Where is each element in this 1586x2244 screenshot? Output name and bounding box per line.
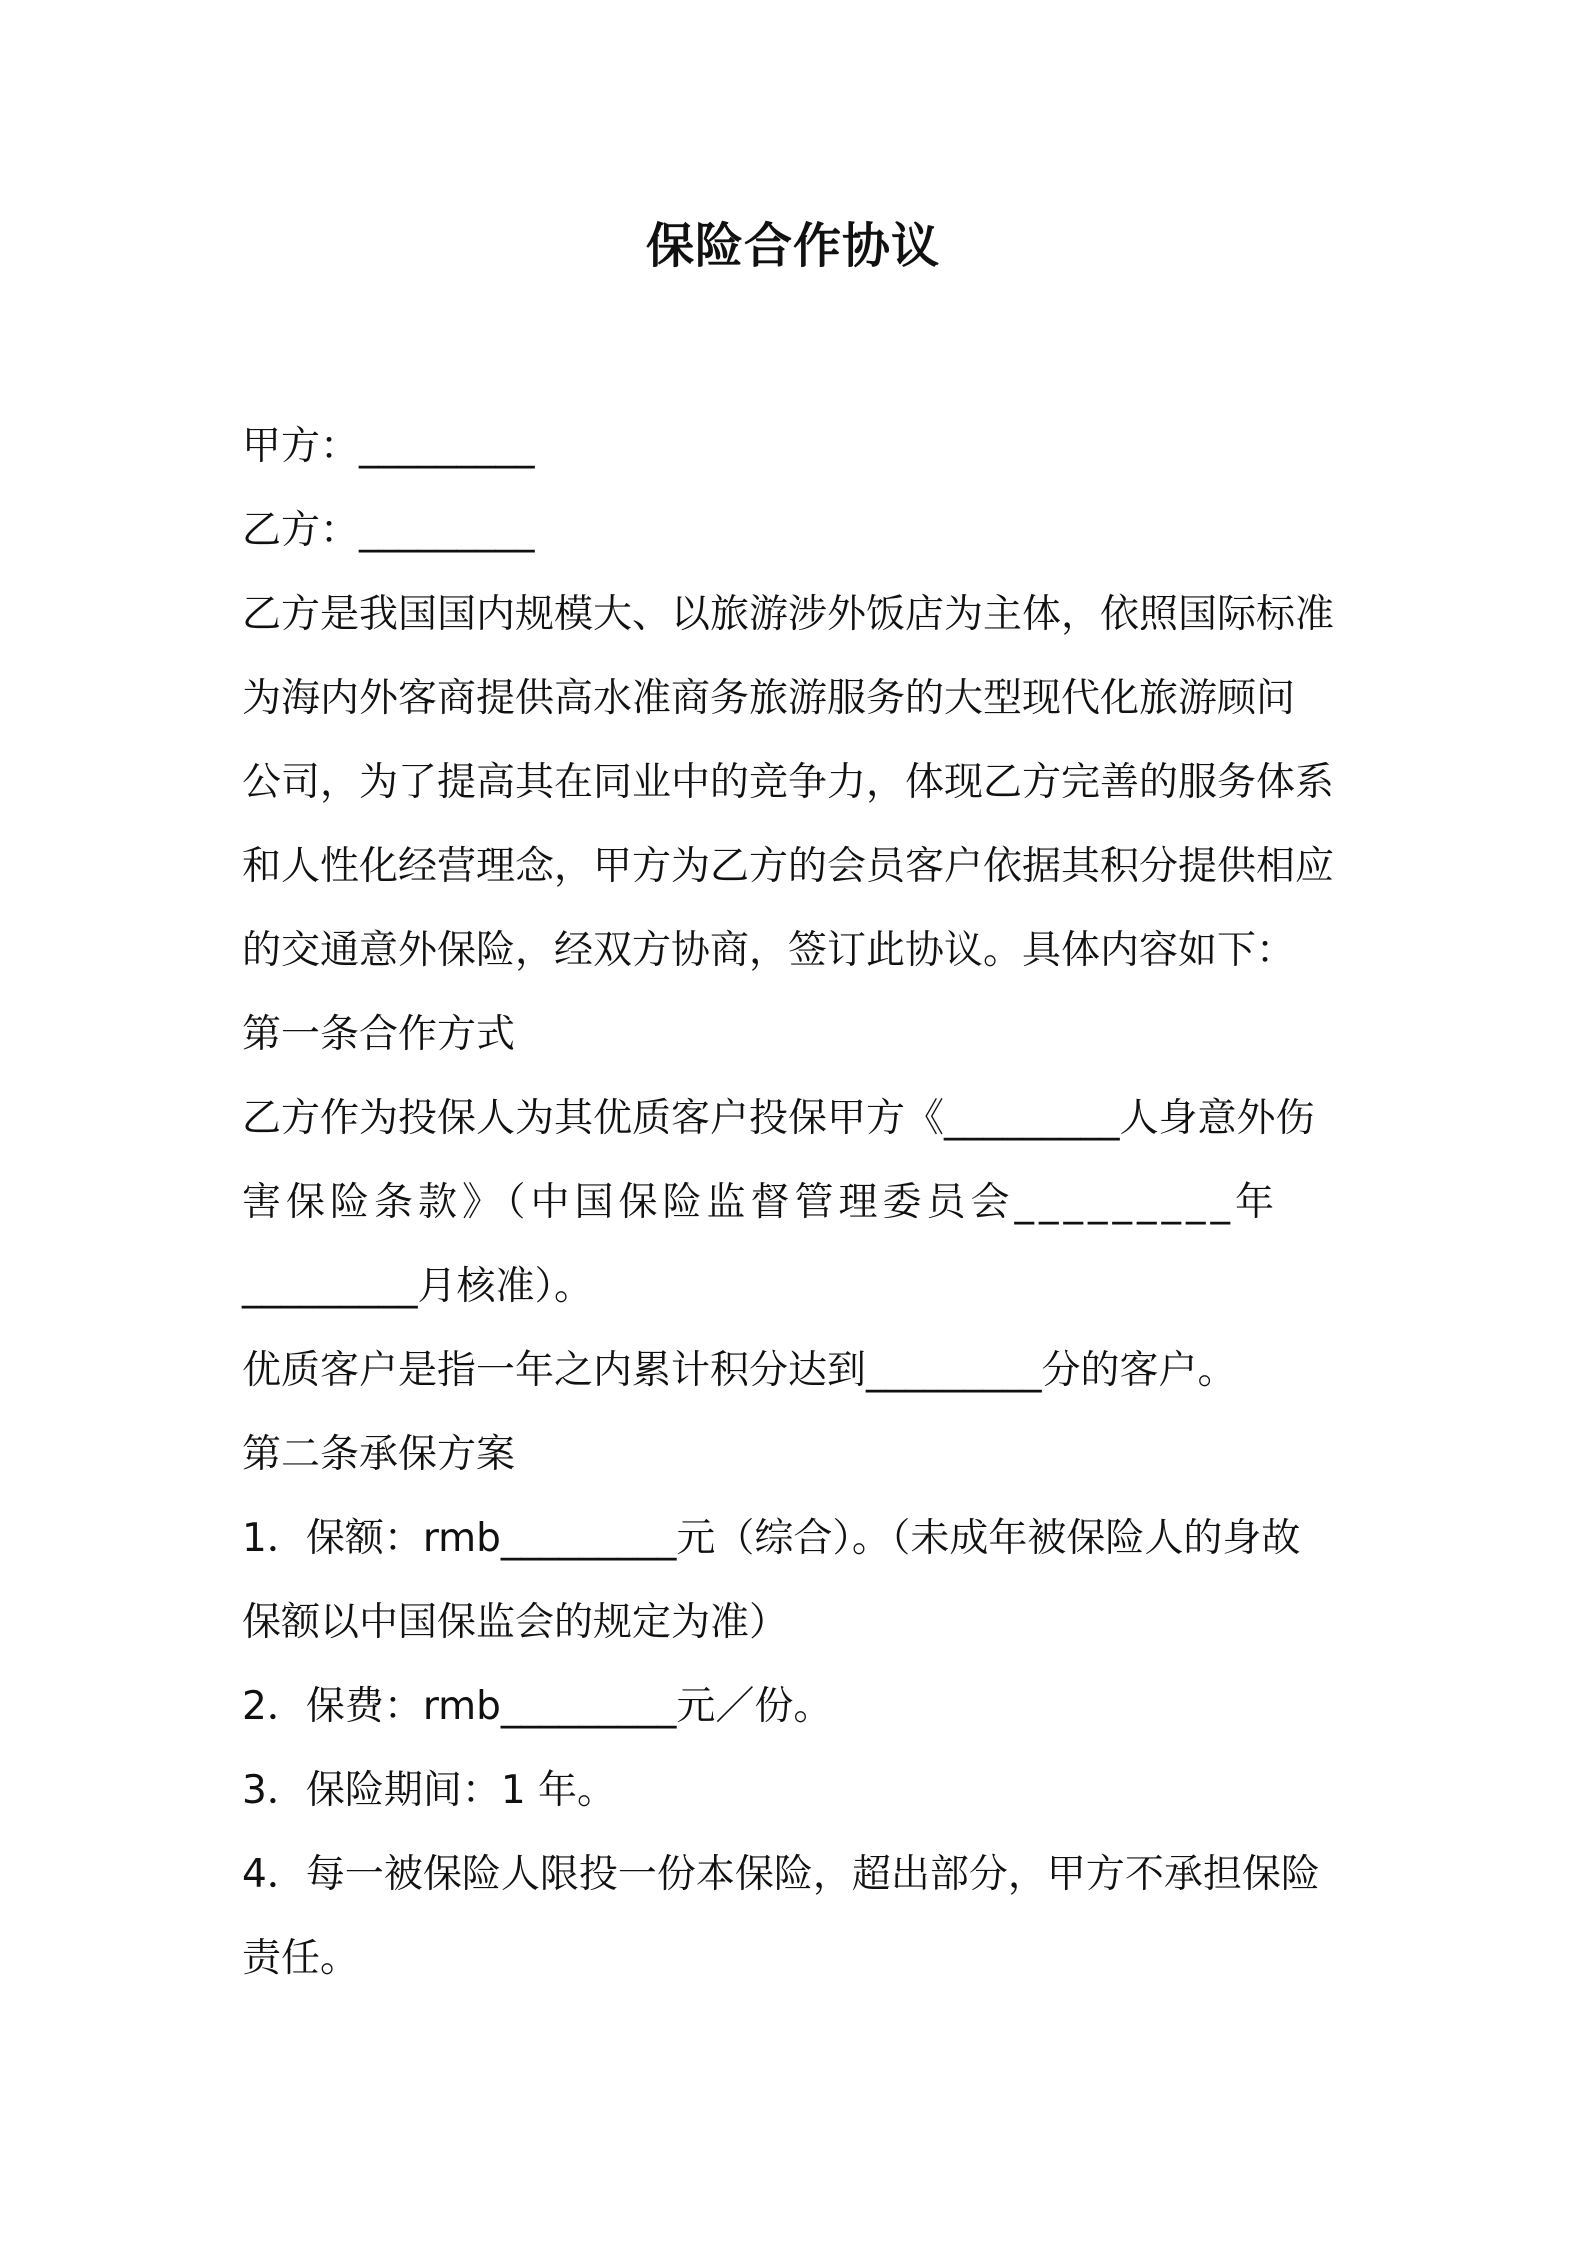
intro-line: 公司，为了提高其在同业中的竞争力，体现乙方完善的服务体系 xyxy=(242,760,1335,805)
document-title: 保险合作协议 xyxy=(645,218,940,274)
intro-line: 为海内外客商提供高水准商务旅游服务的大型现代化旅游顾问 xyxy=(242,676,1296,721)
article-2-heading: 第二条承保方案 xyxy=(242,1432,516,1477)
intro-line: 和人性化经营理念，甲方为乙方的会员客户依据其积分提供相应 xyxy=(242,844,1335,889)
document-body xyxy=(242,405,1354,2001)
intro-line: 的交通意外保险，经双方协商，签订此协议。具体内容如下： xyxy=(242,928,1296,973)
item-3-line: 3．保险期间：1 年。 xyxy=(242,1768,617,1813)
item-2-line: 2．保费：rmb_________元／份。 xyxy=(242,1684,833,1729)
party-b-line: 乙方：_________ xyxy=(242,508,535,553)
article-1-line: 乙方作为投保人为其优质客户投保甲方《_________人身意外伤 xyxy=(242,1096,1315,1141)
intro-line: 乙方是我国国内规模大、以旅游涉外饭店为主体，依照国际标准 xyxy=(242,592,1335,637)
article-1-line: 害保险条款》（中国保险监督管理委员会_________年 xyxy=(242,1180,1280,1225)
item-1-line: 1．保额：rmb_________元（综合）。（未成年被保险人的身故 xyxy=(242,1516,1301,1561)
item-4-line: 4．每一被保险人限投一份本保险，超出部分，甲方不承担保险 xyxy=(242,1852,1320,1897)
item-1-line: 保额以中国保监会的规定为准） xyxy=(242,1600,789,1645)
party-a-line: 甲方：_________ xyxy=(242,424,535,469)
article-1-line: _________月核准）。 xyxy=(242,1264,594,1309)
item-4-line: 责任。 xyxy=(242,1936,360,1981)
article-1-heading: 第一条合作方式 xyxy=(242,1012,516,1057)
article-1-note: 优质客户是指一年之内累计积分达到_________分的客户。 xyxy=(242,1348,1237,1393)
